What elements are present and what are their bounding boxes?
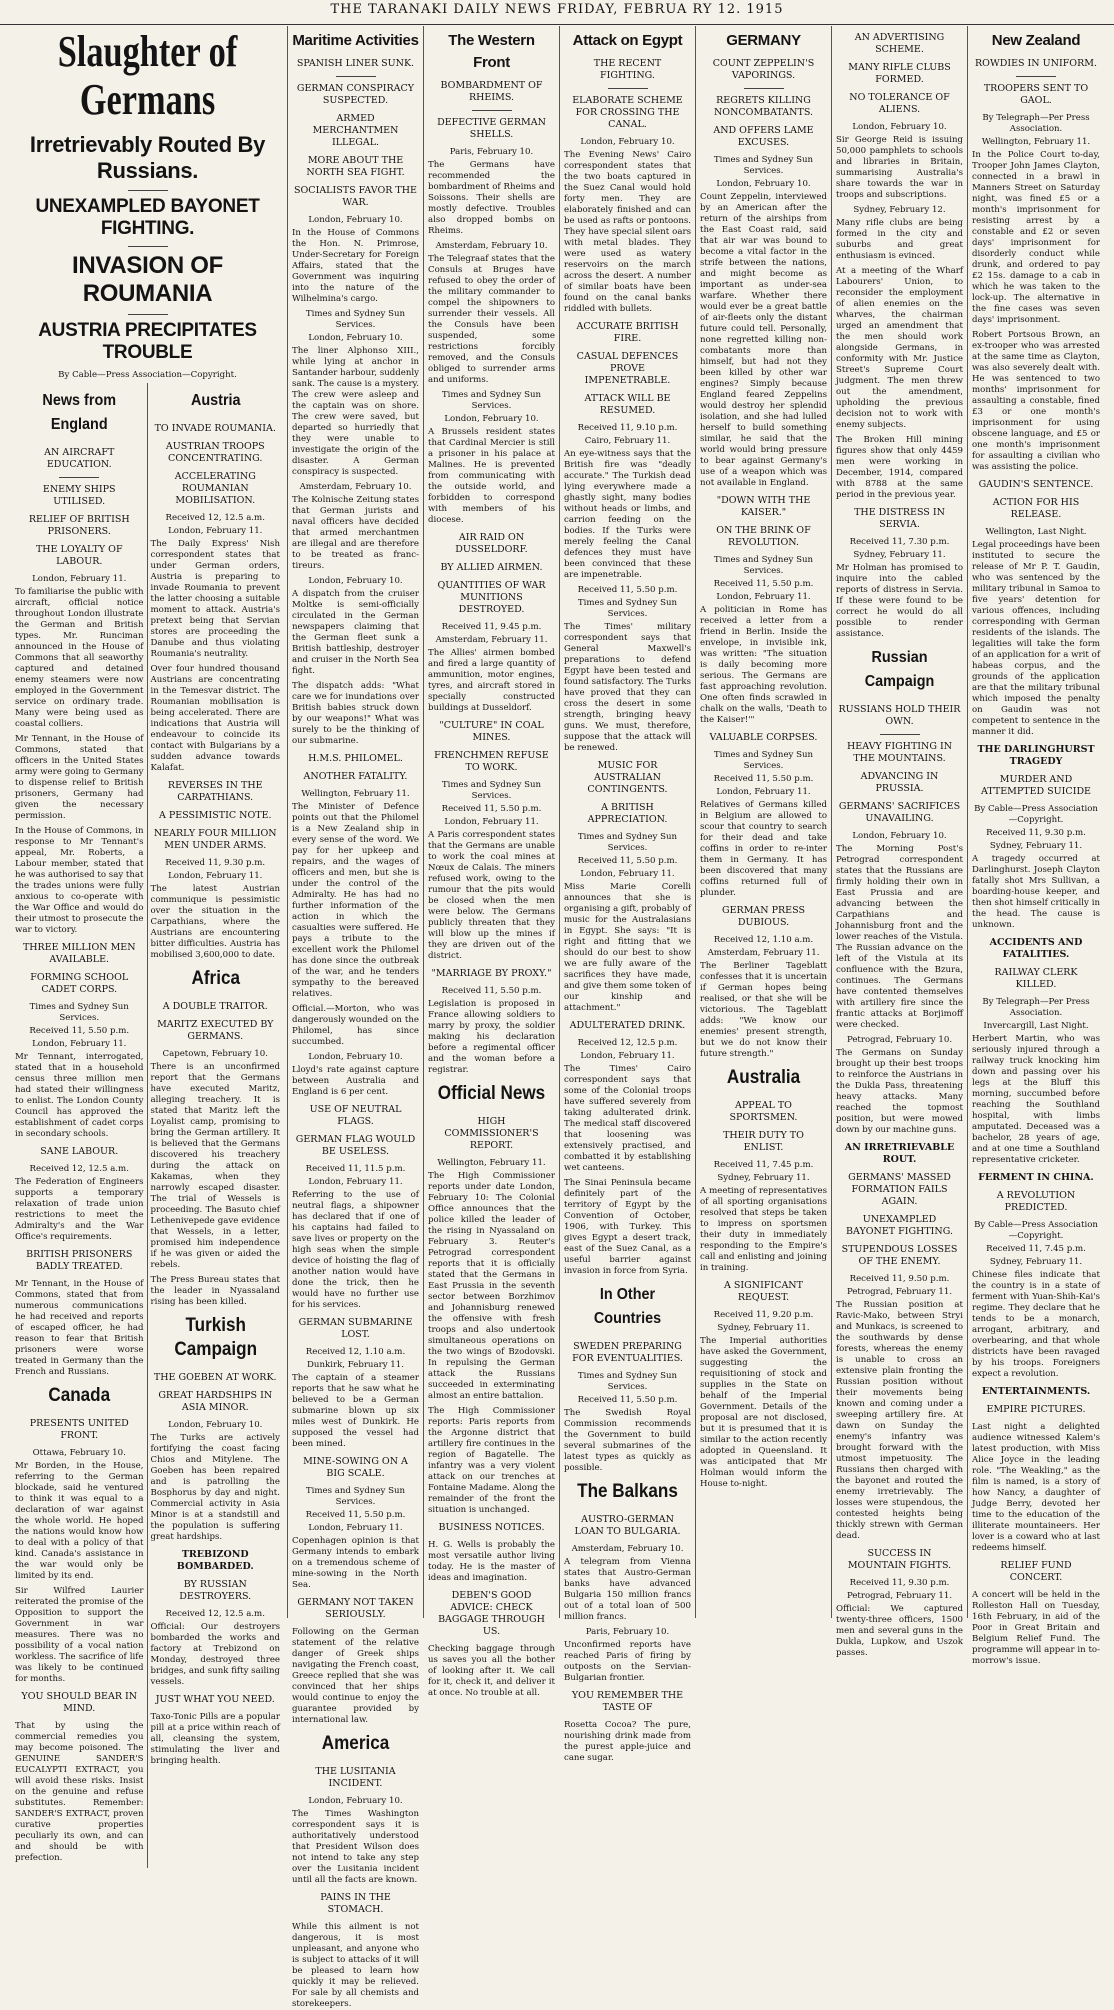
article-text: The dispatch adds: "What care we for inundations over British babies struck down by our weapons!" What was surely to be the thinking of our submarine.	[292, 681, 419, 746]
dateline: London, February 11.	[308, 1523, 403, 1533]
article-text: The Telegraaf states that the Consuls at Bruges have refused to obey the order of the military commander to compel the shipowners to surrender their vessels. All the Consuls have been suspended, some restrictions forcibly removed, and the Consuls obliged to surrender arms and uniforms.	[428, 254, 555, 385]
russian-sub: STUPENDOUS LOSSES OF THE ENEMY.	[841, 1244, 958, 1267]
england-heading: News from England	[42, 392, 117, 433]
australia-sub: APPEAL TO SPORTSMEN.	[729, 1100, 798, 1123]
article-text: In the House of Commons the Hon. N. Primrose, Under-Secretary for Foreign Affairs, stated that the Government was inquiring into the nature of the Wilhelmina's cargo.	[292, 228, 419, 304]
england-sub: BRITISH PRISONERS BADLY TREATED.	[26, 1249, 133, 1272]
article-text: A telegram from Vienna states that Austro-German banks have advanced Bulgaria 150 million francs out of a total loan of 500 million francs.	[564, 1557, 691, 1622]
austria-column	[148, 383, 284, 1868]
article-text: The Sinai Peninsula became definitely part of the territory of Egypt by the Convention of October, 1906, with Turkey. This gives Egypt a desert track, east of the Suez Canal, as a useful barrier against invasion in force from Syria.	[564, 1178, 691, 1276]
scheme-sub: NO TOLERANCE OF ALIENS.	[849, 92, 950, 115]
article-text: The Swedish Royal Commission recommends the Government to build several submarines of the latest types as quickly as possible.	[564, 1408, 691, 1473]
dateline: Paris, February 10.	[585, 1627, 670, 1637]
nz-sub: THE DARLINGHURST TRAGEDY	[977, 744, 1095, 767]
article-text: The Evening News' Cairo correspondent states that the two boats captured in the Suez Canal would hold forty men. They are elaborately finished and can be used as rafts or pontoons. They have special silent oars with metal blades. They were used as watery reservoirs on the march across the desert. A number of similar boats have been found on the canal banks riddled with bullets.	[564, 150, 691, 314]
germany-sub: ON THE BRINK OF REVOLUTION.	[716, 525, 811, 548]
dateline: Sydney, February 11.	[989, 1257, 1083, 1267]
nz-sub: ACCIDENTS AND FATALITIES.	[989, 937, 1083, 960]
lead-subhead-4: AUSTRIA PRECIPITATES TROUBLE	[38, 320, 257, 363]
dateline: Received 11, 5.50 p.m.	[577, 585, 678, 595]
maritime-sub: MORE ABOUT THE NORTH SEA FIGHT.	[306, 155, 405, 178]
western-sub: AIR RAID ON DUSSELDORF.	[455, 532, 528, 555]
balkans-heading: The Balkans	[577, 1481, 678, 1502]
egypt-sub: A BRITISH APPRECIATION.	[587, 802, 668, 825]
article-text: Herbert Martin, who was seriously injured through a railway truck knocking him down and passing over his legs at the Bluff this morning, succumbed before reaching the Southland hospital, with limbs amputated. Deceased was a bachelor, 28 years of age, and at one time a Southland representative cricketer.	[972, 1034, 1100, 1165]
article-text: The High Commissioner reports: Paris reports from the Argonne district that artillery fire continues in the region of Bagatelle. The infantry was a very violent attack on our trenches at Fontaine Madame. Along the remainder of the front the situation is unchanged.	[428, 1406, 555, 1515]
dateline: Wellington, February 11.	[301, 789, 410, 799]
dateline: Received 11, 5.50 p.m.	[305, 1510, 406, 1520]
dateline: London, February 10.	[308, 1796, 403, 1806]
entertainments-sub: EMPIRE PICTURES.	[986, 1404, 1086, 1415]
nz-sub: TROOPERS SENT TO GAOL.	[983, 83, 1089, 106]
column-russian-campaign	[832, 26, 968, 1658]
dateline: Received 11, 7.45 p.m.	[986, 1244, 1086, 1254]
australia-sub: THEIR DUTY TO ENLIST.	[723, 1130, 804, 1153]
article-text: Legal proceedings have been instituted to secure the release of Mr P. T. Gaudin, who was sentenced by the military tribunal in Samoa to five years' detention for various offences, including corresponding with German residents of the islands. The legalities will take the form of an application for a writ of habeas corpus, and the grounds of the application are that the military tribunal which imposed the penalty on Gaudin was not competent to sentence in the manner it did.	[972, 540, 1100, 737]
dateline: Sydney, February 12.	[853, 205, 946, 215]
dateline: Amsterdam, February 10.	[571, 1544, 684, 1554]
article-text: At a meeting of the Wharf Labourers' Union, to reconsider the employment of alien enemies on the wharves, the chairman urged an amendment that the men should work alongside Germans, in conformity with Mr. Justice Street's Supreme Court judgment. The men threw out the amendment, upholding the previous decision not to work with enemy subjects.	[836, 266, 963, 430]
column-lead	[8, 26, 288, 1863]
austria-heading: Austria	[190, 392, 241, 409]
advert-heading: YOU REMEMBER THE TASTE OF	[571, 1690, 684, 1713]
article-text: Last night a delighted audience witnessed Kalem's latest production, with Miss Alice Joyce in the leading role. "The Weakling," as the film is named, is a story of how Nancy, a daughter of Judge Berry, devoted her time to the education of the illiterate mountaineers. Her lover is a coward who at last redeems himself.	[972, 1422, 1100, 1553]
dateline: London, February 10.	[308, 215, 403, 225]
china-sub: A REVOLUTION PREDICTED.	[996, 1190, 1076, 1213]
western-sub: FRENCHMEN REFUSE TO WORK.	[434, 750, 549, 773]
dateline: Amsterdam, February 10.	[435, 241, 548, 251]
advert-text: Checking baggage through us saves you all the bother of looking after it. We call for it, check it, and deliver it at once. No trouble at all.	[428, 1644, 555, 1698]
turkish-sub: THE GOEBEN AT WORK.	[153, 1372, 277, 1383]
dateline: Petrograd, February 10.	[846, 1035, 953, 1045]
austria-sub: AUSTRIAN TROOPS CONCENTRATING.	[165, 441, 265, 464]
advert-heading: PAINS IN THE STOMACH.	[320, 1892, 391, 1915]
western-sub: "MARRIAGE BY PROXY."	[431, 968, 552, 979]
russian-sub: RUSSIANS HOLD THEIR OWN.	[838, 704, 961, 727]
article-text: The Imperial authorities have asked the Government, suggesting the requisitioning of stock and supplies in the State on behalf of the Imperial Government. Details of the proposal are not disclosed, but it is presumed that it is similar to the action recently adopted in Queensland. It was anticipated that Mr Holman would inform the House to-night.	[700, 1336, 827, 1489]
source-line: Times and Sydney Sun Services.	[441, 780, 542, 801]
turkish-sub: GREAT HARDSHIPS IN ASIA MINOR.	[158, 1390, 273, 1413]
nz-sub: RAILWAY CLERK KILLED.	[994, 967, 1078, 990]
article-text: A meeting of representatives of all sporting organisations resolved that steps be taken to impress on sportsmen their duty in immediately responding to the Empire's call and enlisting and joining in training.	[700, 1186, 827, 1273]
other-countries-heading: In Other Countries	[593, 1286, 662, 1327]
dateline: Received 11, 5.50 p.m.	[29, 1026, 130, 1036]
official-sub: HIGH COMMISSIONER'S REPORT.	[444, 1116, 539, 1151]
egypt-sub: ATTACK WILL BE RESUMED.	[584, 393, 671, 416]
egypt-sub: THE RECENT FIGHTING.	[593, 58, 662, 81]
england-sub: RELIEF OF BRITISH PRISONERS.	[28, 514, 130, 537]
africa-sub: A DOUBLE TRAITOR.	[162, 1001, 268, 1012]
article-text: The Russian position at Ravic-Mako, between Stryi and Munkacs, is screened to the southwards by dense forests, whereas the enemy is unable to cross an extensive plain fronting the Russian position without their movements being known and coming under a sweeping artillery fire. At dawn on Sunday the enemy's infantry was brought forward with the utmost impetuosity. The Russians then charged with the bayonet and routed the enemy irretrievably. The losses were stupendous, the contested heights being thickly strewn with German dead.	[836, 1300, 963, 1541]
article-text: Legislation is proposed in France allowing soldiers to marry by proxy, the soldier making his declaration before a regimental officer and the woman before a registrar.	[428, 999, 555, 1075]
article-text: The latest Austrian communique is pessimistic over the situation in the Carpathians, where the Austrians are encountering bitter difficulties. Austria has mobilised 3,600,000 to date.	[150, 884, 280, 960]
article-text: Lloyd's rate against capture between Australia and England is 6 per cent.	[292, 1065, 419, 1097]
advert-text: Taxo-Tonic Pills are a popular pill at a price within reach of all, cleansing the system, stimulating the liver and bringing health.	[150, 1712, 280, 1766]
article-text: The Times Washington correspondent says it is authoritatively understood that President Wilson does not intend to take any step over the Lusitania incident until all the facts are known.	[292, 1809, 419, 1885]
austria-sub: NEARLY FOUR MILLION MEN UNDER ARMS.	[153, 828, 277, 851]
article-text: The captain of a steamer reports that he saw what he believed to be a German submarine blown up six miles west of Dunkirk. He supposed the vessel had been mined.	[292, 1373, 419, 1449]
business-notices-heading: BUSINESS NOTICES.	[438, 1522, 545, 1533]
masthead: THE TARANAKI DAILY NEWS FRIDAY, FEBRUA RY 12. 1915	[0, 2, 1114, 25]
america-heading: America	[321, 1733, 390, 1754]
egypt-sub: ADULTERATED DRINK.	[569, 1020, 686, 1031]
nz-sub: MURDER AND ATTEMPTED SUICIDE	[981, 774, 1091, 797]
russian-sub: AN IRRETRIEVABLE ROUT.	[844, 1142, 955, 1165]
dateline: Received 12, 12.5 p.m.	[577, 1038, 678, 1048]
article-text: The Germans on Sunday brought up their best troops to reinforce the Austrians in the Dukla Pass, threatening heavy attacks. Many reached the topmost position, but were mowed down by our machine guns.	[836, 1048, 963, 1135]
western-front-heading: The Western Front	[448, 32, 535, 71]
maritime-sub: H.M.S. PHILOMEL.	[308, 753, 403, 764]
dateline: Received 11, 9.20 p.m.	[713, 1310, 814, 1320]
column-new-zealand	[968, 26, 1104, 1666]
dateline: Received 11, 5.50 p.m.	[577, 856, 678, 866]
source-line: Times and Sydney Sun Services.	[305, 1486, 406, 1507]
western-sub: BOMBARDMENT OF RHEIMS.	[440, 80, 543, 103]
australia-sub: A SIGNIFICANT REQUEST.	[724, 1280, 803, 1303]
england-sub: SANE LABOUR.	[40, 1146, 119, 1157]
column-maritime	[288, 26, 424, 2009]
dateline: Received 11, 7.30 p.m.	[849, 537, 950, 547]
article-text: The Turks are actively fortifying the coast facing Chios and Mitylene. The Goeben has been repaired and is patrolling the Bosphorus by day and night. Commercial activity in Asia Minor is at a standstill and the population is suffering great hardships.	[150, 1433, 280, 1542]
scheme-sub: MANY RIFLE CLUBS FORMED.	[848, 62, 951, 85]
austria-sub: TO INVADE ROUMANIA.	[154, 423, 276, 434]
dateline: Received 11, 9.10 p.m.	[577, 423, 678, 433]
article-text: The Allies' airmen bombed and fired a large quantity of ammunition, motor engines, tyres, and aircraft stored in specially constructed buildings at Dusseldorf.	[428, 648, 555, 713]
official-news-heading: Official News	[437, 1083, 546, 1104]
source-line: Times and Sydney Sun Services.	[713, 155, 814, 176]
article-text: Over four hundred thousand Austrians are concentrating in the Temesvar district. The Roumanian mobilisation is being accelerated. There are indications that Austria will endeavour to coincide its contact with Bulgarians by a sudden advance towards Kalafat.	[150, 664, 280, 773]
canada-sub: PRESENTS UNITED FRONT.	[29, 1418, 129, 1441]
russian-campaign-heading: Russian Campaign	[864, 649, 935, 690]
article-text: In the House of Commons, in response to Mr Tennant's appeal, Mr. Roberts, a Labour member, stated that he was authorised to say that the trades unions were fully anxious to co-operate with the War Office and would do their utmost to prosecute the war to victory.	[15, 826, 144, 935]
dateline: London, February 10.	[168, 1420, 263, 1430]
dateline: Capetown, February 10.	[162, 1049, 268, 1059]
source-line: By Telegraph—Per Press Association.	[982, 997, 1090, 1018]
byline: By Cable—Press Association—Copyright.	[58, 370, 237, 380]
russian-sub: HEAVY FIGHTING IN THE MOUNTAINS.	[846, 741, 953, 764]
article-text: In the Police Court to-day, Trooper John James Clayton, connected in a brawl in Manners Street on Saturday night, was fined £5 or a month's imprisonment for resisting arrest by a constable and £2 or seven days' imprisonment for disorderly conduct while drunk, and ordered to pay £2 15s. damage to a cab in which he was taken to the lock-up. The alternative in the fine cases was seven days' imprisonment.	[972, 150, 1100, 325]
dateline: London, February 11.	[580, 1051, 675, 1061]
america-sub: THE LUSITANIA INCIDENT.	[315, 1766, 396, 1789]
canada-heading: Canada	[48, 1385, 111, 1406]
source-line: By Cable—Press Association—Copyright.	[974, 804, 1098, 825]
maritime-sub: MINE-SOWING ON A BIG SCALE.	[303, 1456, 408, 1479]
advert-text: H. G. Wells is probably the most versatile author living today. He is the master of ideas and imagination.	[428, 1540, 555, 1583]
column-western-front	[424, 26, 560, 1698]
australia-heading: Australia	[726, 1067, 801, 1088]
article-text: Referring to the use of neutral flags, a shipowner has declared that if one of his captains had failed to save lives or property on the high seas when the simple device of hoisting the flag of another nation would have done the trick, then he would have no further use for his services.	[292, 1190, 419, 1310]
new-zealand-heading: New Zealand	[991, 32, 1081, 49]
dateline: Amsterdam, February 10.	[299, 482, 412, 492]
dateline: London, February 10.	[308, 1052, 403, 1062]
dateline: Sydney, February 11.	[989, 841, 1083, 851]
source-line: Times and Sydney Sun Services.	[305, 309, 406, 330]
egypt-sub: CASUAL DEFENCES PROVE IMPENETRABLE.	[576, 351, 679, 386]
scheme-sub: THE DISTRESS IN SERVIA.	[854, 507, 945, 530]
advert-heading: DEBEN'S GOOD ADVICE: CHECK BAGGAGE THROUGH US.	[438, 1590, 545, 1637]
dateline: Received 12, 1.10 a.m.	[305, 1347, 406, 1357]
source-line: Times and Sydney Sun Services.	[441, 390, 542, 411]
dateline: Amsterdam, February 11.	[707, 948, 820, 958]
germany-sub: COUNT ZEPPELIN'S VAPORINGS.	[712, 58, 815, 81]
article-text: The Kolnische Zeitung states that German jurists and naval officers have decided that armed merchantmen are illegal and are therefore to be treated as franc-tireurs.	[292, 495, 419, 571]
turkish-sub: BY RUSSIAN DESTROYERS.	[179, 1579, 252, 1602]
dateline: London, February 11.	[444, 817, 539, 827]
article-text: An eye-witness says that the British fire was "deadly accurate." The Turkish dead lying everywhere made a ghastly sight, many bodies without heads or limbs, and carrion feeding on the bodies. If the Turks were merely feeling the Canal defences they must have been convinced that these are impenetrable.	[564, 449, 691, 580]
maritime-sub: ANOTHER FATALITY.	[303, 771, 408, 782]
dateline: Invercargill, Last Night.	[983, 1021, 1089, 1031]
source-line: Times and Sydney Sun Services.	[577, 1371, 678, 1392]
dateline: Received 11, 9.50 p.m.	[849, 1274, 950, 1284]
dateline: London, February 10.	[852, 122, 947, 132]
article-text: Robert Portsous Brown, an ex-trooper who was arrested at the same time as Clayton, was also severely dealt with. He was sentenced to two months' imprisonment for assaulting a constable, fined £3 or one month's imprisonment for using obscene language, and £5 or one month's imprisonment for assaulting a civilian who was assisting the police.	[972, 330, 1100, 472]
egypt-sub: ELABORATE SCHEME FOR CROSSING THE CANAL.	[572, 95, 683, 130]
dateline: Received 11, 5.50 p.m.	[577, 1395, 678, 1405]
dateline: Received 11, 9.30 p.m.	[165, 858, 266, 868]
egypt-sub: MUSIC FOR AUSTRALIAN CONTINGENTS.	[587, 760, 668, 795]
advert-heading: YOU SHOULD BEAR IN MIND.	[21, 1691, 138, 1714]
article-text: Mr Tennant, interrogated, stated that in a household census three million men had stated their willingness to enlist. The London County Council has approved the establishment of cadet corps in secondary schools.	[15, 1052, 144, 1139]
article-text: Official: Our destroyers bombarded the works and factory at Trebizond on Monday, destroyed three bridges, and sunk fifty sailing vessels.	[150, 1622, 280, 1687]
article-text: The Berliner Tageblatt confesses that it is uncertain if German hopes being realised, or that she will be victorious. The Tageblatt adds: "We know our enemies' present strength, but we do not know their future strength."	[700, 961, 827, 1059]
russian-sub: GERMANS' MASSED FORMATION FAILS AGAIN.	[848, 1172, 951, 1207]
article-text: A concert will be held in the Rolleston Hall on Tuesday, 16th February, in aid of the Poor in Great Britain and Belgium Relief Fund. The programme will appear in to-morrow's issue.	[972, 1590, 1100, 1666]
england-column	[12, 383, 148, 1868]
article-text: To familiarise the public with aircraft, official notice throughout London illustrate the German and British types. Mr. Runciman announced in the House of Commons that all seaworthy captured and detained enemy steamers were now employed in the Government service on ordinary trade. Many were being used as coastal colliers.	[15, 587, 144, 729]
article-text: The Germans have recommended the bombardment of Rheims and Soissons. Their shells are mostly defective. Troubles also dropped bombs on Rheims.	[428, 160, 555, 236]
article-text: A dispatch from the cruiser Moltke is semi-officially circulated in the German newspapers claiming that the German fleet sunk a British battleship, destroyer and cruiser in the North Sea fight.	[292, 589, 419, 676]
dateline: Received 12, 1.10 a.m.	[713, 935, 814, 945]
germany-sub: AND OFFERS LAME EXCUSES.	[713, 125, 814, 148]
article-text: Unconfirmed reports have reached Paris of firing by outposts on the Servian-Bulgarian frontier.	[564, 1640, 691, 1683]
dateline: Received 11, 9.30 p.m.	[986, 828, 1086, 838]
dateline: Sydney, February 11.	[717, 1173, 810, 1183]
column-egypt	[560, 26, 696, 1763]
article-text: The Morning Post's Petrograd correspondent states that the Russians are firmly holding their own in East Prussia and are advancing between the Carpathians and Johannisburg front and the lower reaches of the Vistula. The Russian advance on the left of the Vistula at its confluence with the Bzura, continues. The Germans have contented themselves with artillery fire since the frantic attacks at Borjimoff were checked.	[836, 844, 963, 1030]
source-line: By Telegraph—Per Press Association.	[982, 113, 1090, 134]
dateline: Paris, February 10.	[449, 147, 534, 157]
advert-text: While this ailment is not dangerous, it is most unpleasant, and anyone who is subject to attacks of it will be pleased to learn how quickly it may be relieved. For sale by all chemists and storekeepers.	[292, 1922, 419, 2009]
maritime-sub: GERMAN SUBMARINE LOST.	[298, 1317, 413, 1340]
germany-sub: VALUABLE CORPSES.	[709, 732, 818, 743]
entertainments-heading: ENTERTAINMENTS.	[981, 1386, 1091, 1397]
maritime-sub: GERMAN FLAG WOULD BE USELESS.	[295, 1134, 416, 1157]
dateline: Received 11, 11.5 p.m.	[305, 1164, 406, 1174]
england-sub: ENEMY SHIPS UTILISED.	[42, 484, 116, 507]
dateline: Cairo, February 11.	[584, 436, 671, 446]
dateline: Dunkirk, February 11.	[307, 1360, 404, 1370]
article-text: Relatives of Germans killed in Belgium are allowed to scour that country to search for their dead and take coffins in order to re-inter them in Germany. It has been discovered that many coffins returned full of plunder.	[700, 800, 827, 898]
maritime-sub: ARMED MERCHANTMEN ILLEGAL.	[312, 113, 399, 148]
dateline: Received 11, 7.45 p.m.	[713, 1160, 814, 1170]
dateline: London, February 11.	[716, 592, 811, 602]
nz-sub: ROWDIES IN UNIFORM.	[975, 58, 1097, 69]
dateline: London, February 11.	[580, 869, 675, 879]
dateline: Received 11, 9.30 p.m.	[849, 1578, 950, 1588]
dateline: London, February 11.	[168, 526, 263, 536]
england-sub: THREE MILLION MEN AVAILABLE.	[22, 942, 136, 965]
germany-sub: GERMAN PRESS DUBIOUS.	[722, 905, 805, 928]
article-text: The High Commissioner reports under date London, February 10: The Colonial Office announces that the police killed the leader of the rising in Nyassaland on February 3. Reuter's Petrograd correspondent reports that it is officially stated that the Germans in East Prussia in the seventh sector between Borzhimov and Johannisburg renewed the offensive with fresh troops and also undertook simultaneous operations on the two wings of Bzodovski. In repulsing the German attack the Russians succeeded in exterminating almost an entire battalion.	[428, 1171, 555, 1401]
maritime-heading: Maritime Activities	[292, 32, 419, 49]
dateline: Petrograd, February 11.	[846, 1287, 953, 1297]
western-sub: BY ALLIED AIRMEN.	[440, 562, 543, 573]
lead-subhead-2: UNEXAMPLED BAYONET FIGHTING.	[35, 196, 260, 239]
china-heading: FERMENT IN CHINA.	[978, 1172, 1094, 1183]
germany-sub: REGRETS KILLING NONCOMBATANTS.	[713, 95, 814, 118]
england-sub: THE LOYALTY OF LABOUR.	[35, 544, 123, 567]
article-text: The Times' military correspondent says that General Maxwell's preparations to defend Egypt have been tested and found satisfactory. The Turks have proved that they can cross the desert in some strength, bringing heavy guns. We must, therefore, suppose that the attack will be renewed.	[564, 622, 691, 753]
advert-heading: JUST WHAT YOU NEED.	[155, 1694, 275, 1705]
article-text: A Paris correspondent states that the Germans are unable to work the coal mines at Nœux de Calais. The miners refused work, owing to the rumour that the pits would be closed when the men were below. The Germans publicly threaten that they will blow up the mines if they are driven out of the district.	[428, 830, 555, 961]
dateline: Received 12, 12.5 a.m.	[29, 1164, 129, 1174]
maritime-sub: GERMAN CONSPIRACY SUSPECTED.	[296, 83, 415, 106]
source-line: Times and Sydney Sun Services.	[29, 1002, 129, 1023]
turkish-heading: Turkish Campaign	[173, 1315, 257, 1360]
russian-sub: ADVANCING IN PRUSSIA.	[860, 771, 939, 794]
source-line: Times and Sydney Sun Services.	[577, 832, 678, 853]
dateline: Amsterdam, February 11.	[435, 635, 548, 645]
maritime-sub: SPANISH LINER SUNK.	[296, 58, 415, 69]
dateline: Sydney, February 11.	[717, 1323, 810, 1333]
dateline: London, February 10.	[852, 831, 947, 841]
turkish-sub: TREBIZOND BOMBARDED.	[176, 1549, 254, 1572]
source-line: By Cable—Press Association—Copyright.	[974, 1220, 1098, 1241]
maritime-sub: GERMANY NOT TAKEN SERIOUSLY.	[297, 1597, 414, 1620]
dateline: Received 11, 9.45 p.m.	[441, 622, 542, 632]
western-sub: DEFECTIVE GERMAN SHELLS.	[437, 117, 546, 140]
article-text: The Broken Hill mining figures show that only 4459 men were working in December, 1914, compared with 8788 at the same period in the previous year.	[836, 435, 963, 500]
africa-sub: MARITZ EXECUTED BY GERMANS.	[157, 1019, 274, 1042]
article-text: Mr Holman has promised to inquire into the cabled reports of distress in Servia. If these were found to be correct he would do all possible to render assistance.	[836, 563, 963, 639]
dateline: Petrograd, February 11.	[846, 1591, 953, 1601]
dateline: London, February 11.	[32, 1039, 127, 1049]
article-text: Sir Wilfred Laurier reiterated the promise of the Opposition to support the Government in war measures. There was no possibility of a vocal nation workless. The sacrifice of life was likely to be continued for months.	[15, 1586, 144, 1684]
dateline: London, February 10.	[580, 137, 675, 147]
austria-sub: REVERSES IN THE CARPATHIANS.	[167, 780, 263, 803]
dateline: London, February 10.	[308, 576, 403, 586]
article-text: Mr Tennant, in the House of Commons, stated that from numerous communications he had received and reports of escaped officer, he had reason to fear that British prisoners were worse treated in Germany than the French and Russians.	[15, 1279, 144, 1377]
article-text: Count Zeppelin, interviewed by an American after the return of the airships from the East Coast raid, said that air war was bound to become a vital factor in the strife between the nations, and might become as important as under-sea warfare. Whether there would ever be a great battle of air-fleets only the distant future could tell. Personally, none regretted killing non-combatants more than himself, but had not they been killed by other war engines? Simply because England feared Zeppelins would destroy her splendid isolation, and she had lulled herself to build something similar, he said that the world would bring pressure to bear against Germany's use of a weapon which was not available in England.	[700, 192, 827, 488]
advert-text: Rosetta Cocoa? The pure, nourishing drink made from the purest apple-juice and cane sugar.	[564, 1720, 691, 1763]
article-text: Official: We captured twenty-three officers, 1500 men and several guns in the Dukla, Lupkow, and Uszok passes.	[836, 1604, 963, 1658]
lead-subhead-1: Irretrievably Routed By Russians.	[29, 132, 266, 183]
austria-sub: A PESSIMISTIC NOTE.	[158, 810, 272, 821]
egypt-sub: ACCURATE BRITISH FIRE.	[576, 321, 679, 344]
page-columns	[8, 26, 1108, 2009]
maritime-sub: SOCIALISTS FAVOR THE WAR.	[294, 185, 417, 208]
article-text: Following on the German statement of the relative danger of Greek ships navigating the French coast, Greece replied that she was convinced that her ships would continue to enjoy the guarantee provided by international law.	[292, 1627, 419, 1725]
article-text: The Federation of Engineers supports a temporary relaxation of trade union restrictions to meet the Admiralty's and the War Office's requirements.	[15, 1177, 144, 1242]
article-text: There is an unconfirmed report that the Germans have executed Maritz, alleging treachery. It is stated that Maritz left the Loyalist camp, promising to bring the German artillery. It is believed that the Germans discovered his treachery during the attack on Kakamas, when they narrowly escaped disaster. The trial of Wessels is proceeding. The Basuto chief Lethenivepede gave evidence that Wessels, in a letter, promised him independence if he was given or aided the rebels.	[150, 1062, 280, 1270]
article-text: The Daily Express' Nish correspondent states that under German orders, Austria is preparing to invade Roumania to prevent the latter choosing a suitable moment to attack. Austria's pretext being that Servian stores are proceeding the Danube and thus violating Roumania's neutrality.	[150, 539, 280, 659]
dateline: Wellington, Last Night.	[985, 527, 1087, 537]
article-text: Chinese files indicate that the country is in a state of ferment with Yuan-Shih-Kai's regime. They declare that he tends to be a monarch, arrogant, arbitrary, and overbearing, and that whole districts have been ravaged by his troops. Foreigners expect a revolution.	[972, 1270, 1100, 1379]
england-sub: AN AIRCRAFT EDUCATION.	[44, 447, 115, 470]
article-text: The liner Alphonso XIII., while lying at anchor in Santander harbour, suddenly sank. The cause is a mystery. The crew were asleep and the captain was on shore. The crew were saved, but departed so hurriedly that they were unable to investigate the origin of the disaster. A German conspiracy is suspected.	[292, 346, 419, 477]
article-text: Copenhagen opinion is that Germany intends to embark on a tremendous scheme of mine-sowing in the North Sea.	[292, 1536, 419, 1590]
dateline: Received 11, 5.50 p.m.	[713, 774, 814, 784]
maritime-sub: USE OF NEUTRAL FLAGS.	[309, 1104, 402, 1127]
scheme-sub: AN ADVERTISING SCHEME.	[854, 32, 945, 55]
dateline: London, February 10.	[716, 179, 811, 189]
russian-sub: GERMANS' SACRIFICES UNAVAILING.	[838, 801, 961, 824]
england-sub: FORMING SCHOOL CADET CORPS.	[30, 972, 129, 995]
africa-heading: Africa	[191, 968, 240, 989]
article-text: Mr Tennant, in the House of Commons, stated that officers in the United States army were going to Germany to dispense relief to British prisoners, Germany had given the necessary permission.	[15, 734, 144, 821]
article-text: The Press Bureau states that the leader in Nyassaland rising has been killed.	[150, 1275, 280, 1307]
article-text: Many rifle clubs are being formed in the city and suburbs and great enthusiasm is evinced.	[836, 218, 963, 261]
lead-subcolumns	[12, 383, 283, 1868]
dateline: Sydney, February 11.	[853, 550, 946, 560]
dateline: Received 12, 12.5 a.m.	[165, 1609, 265, 1619]
article-text: Official.—Morton, who was dangerously wounded on the Philomel, has since succumbed.	[292, 1004, 419, 1047]
dateline: Received 11, 5.50 p.m.	[441, 986, 542, 996]
dateline: London, February 11.	[716, 787, 811, 797]
lead-subhead-3: INVASION OF ROUMANIA	[72, 252, 223, 307]
source-line: Times and Sydney Sun Services.	[577, 598, 678, 619]
column-germany	[696, 26, 832, 1618]
dateline: Received 12, 12.5 a.m.	[165, 513, 265, 523]
source-line: Times and Sydney Sun Services.	[713, 750, 814, 771]
western-sub: QUANTITIES OF WAR MUNITIONS DESTROYED.	[437, 580, 546, 615]
egypt-heading: Attack on Egypt	[572, 32, 683, 49]
nz-sub: ACTION FOR HIS RELEASE.	[992, 497, 1080, 520]
austria-sub: ACCELERATING ROUMANIAN MOBILISATION.	[174, 471, 256, 506]
dateline: London, February 11.	[32, 574, 127, 584]
dateline: London, February 11.	[308, 1177, 403, 1187]
dateline: Ottawa, February 10.	[32, 1448, 126, 1458]
dateline: London, February 10.	[444, 414, 539, 424]
balkans-sub: AUSTRO-GERMAN LOAN TO BULGARIA.	[574, 1514, 681, 1537]
relief-fund-heading: RELIEF FUND CONCERT.	[1000, 1560, 1072, 1583]
western-sub: "CULTURE" IN COAL MINES.	[439, 720, 544, 743]
article-text: The Minister of Defence points out that the Philomel is a New Zealand ship in every sense of the word. We pay for her upkeep and repairs, and the wages of officers and men, but she is under the control of the Admiralty. He has had no further information of the action in which the casualties were suffered. He pays a tribute to the excellent work the Philomel has done since the outbreak of the war, and he tenders sympathy to the bereaved relatives.	[292, 802, 419, 999]
article-text: Sir George Reid is issuing 50,000 pamphlets to schools and libraries in Britain, summarising Australia's share towards the war in troops and subscriptions.	[836, 135, 963, 200]
dateline: London, February 10.	[308, 333, 403, 343]
russian-sub: UNEXAMPLED BAYONET FIGHTING.	[845, 1214, 953, 1237]
dateline: Wellington, February 11.	[981, 137, 1091, 147]
russian-sub: SUCCESS IN MOUNTAIN FIGHTS.	[847, 1548, 952, 1571]
article-text: Mr Borden, in the House, referring to the German blockade, said he ventured to think it was equal to a declaration of war against the whole world. He hoped the nations would know how to deal with a policy of that kind. Canada's assistance in the war would only be limited by its end.	[15, 1461, 144, 1581]
nz-sub: GAUDIN'S SENTENCE.	[978, 479, 1094, 490]
lead-headline: Slaughter of Germans	[57, 27, 238, 124]
other-countries-sub: SWEDEN PREPARING FOR EVENTUALITIES.	[572, 1341, 683, 1364]
germany-heading: GERMANY	[726, 32, 801, 49]
article-text: A politician in Rome has received a letter from a friend in Berlin. Inside the envelope, in invisible ink, was written: "The situation is daily becoming more serious. The Germans are fast approaching revolution. One often finds scrawled in chalk on the walls, 'Death to the Kaiser!'"	[700, 605, 827, 725]
dateline: London, February 11.	[168, 871, 263, 881]
dateline: Received 11, 5.50 p.m.	[713, 579, 814, 589]
dateline: Wellington, February 11.	[437, 1158, 546, 1168]
article-text: Miss Marie Corelli announces that she is organising a gift, probably of music for the Australasians in Egypt. She says: "It is right and fitting that we should do our best to show we are fully aware of the sacrifices they have made, and give them some token of our kinship and attachment."	[564, 882, 691, 1013]
advert-text: That by using the commercial remedies you may become poisoned. The GENUINE SANDER'S EUCALYPTI EXTRACT, you will avoid these risks. Insist on the genuine and refuse substitutes. Remember: SANDER'S EXTRACT, proven curative properties peculiarly its own, and can and should be with prefection.	[15, 1721, 144, 1863]
source-line: Times and Sydney Sun Services.	[713, 555, 814, 576]
article-text: The Times' Cairo correspondent says that some of the Colonial troops have suffered severely from taking adulterated drink. The medical staff discovered that loosening was extensively practised, and combatted it by establishing wet canteens.	[564, 1064, 691, 1173]
dateline: Received 11, 5.50 p.m.	[441, 804, 542, 814]
article-text: A tragedy occurred at Darlinghurst. Joseph Clayton fatally shot Mrs Sullivan, a boarding-house keeper, and then shot himself critically in the head. The cause is unknown.	[972, 854, 1100, 930]
article-text: A Brussels resident states that Cardinal Mercier is still a prisoner in his palace at Malines. He is prevented from communicating with the outside world, and forbidden to correspond with members of his diocese.	[428, 427, 555, 525]
germany-sub: "DOWN WITH THE KAISER."	[716, 495, 811, 518]
